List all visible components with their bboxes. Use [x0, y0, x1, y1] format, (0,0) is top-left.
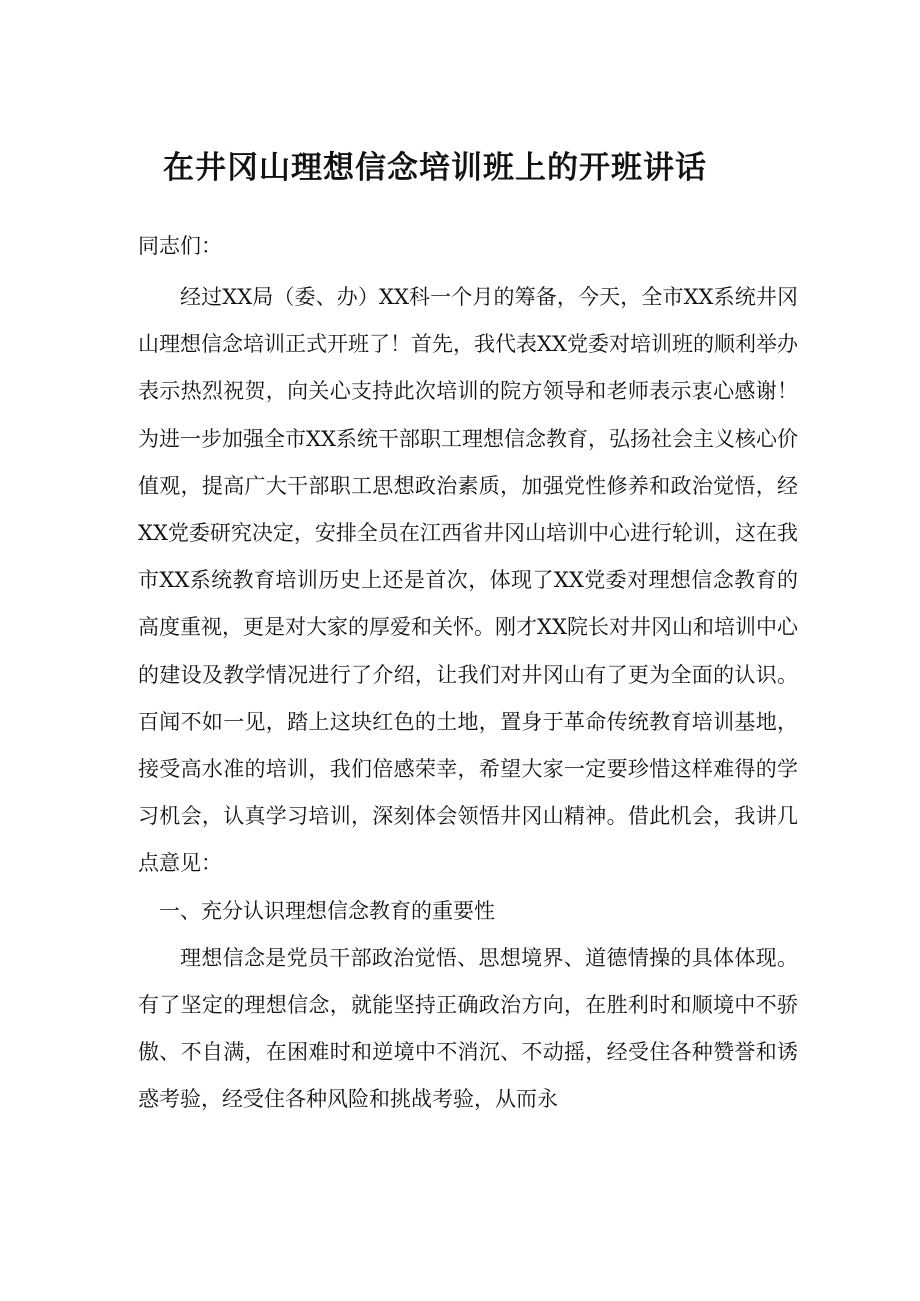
paragraph-ideals: 理想信念是党员干部政治觉悟、思想境界、道德情操的具体体现。有了坚定的理想信念，就能坚持正确政治方向，在胜利时和顺境中不骄傲、不自满，在困难时和逆境中不消沉、不动摇，经受住各种赞誉和诱惑考验，经受住各种风险和挑战考验，从而永 [138, 945, 798, 1112]
document-body [138, 274, 798, 1124]
section-heading-1: 一、充分认识理想信念教育的重要性 [159, 898, 495, 923]
salutation: 同志们： [138, 234, 222, 258]
document-title: 在井冈山理想信念培训班上的开班讲话 [163, 150, 707, 186]
paragraph-opening: 经过XX局（委、办）XX科一个月的筹备，今天，全市XX系统井冈山理想信念培训正式开班了！首先，我代表XX党委对培训班的顺利举办表示热烈祝贺，向关心支持此次培训的院方领导和老师表示衷心感谢！为进一步加强全市XX系统干部职工理想信念教育，弘扬社会主义核心价值观，提高广大干部职工思想政治素质，加强党性修养和政治觉悟，经XX党委研究决定，安排全员在江西省井冈山培训中心进行轮训，这在我市XX系统教育培训历史上还是首次，体现了XX党委对理想信念教育的高度重视，更是对大家的厚爱和关怀。刚才XX院长对井冈山和培训中心的建设及教学情况进行了介绍，让我们对井冈山有了更为全面的认识。百闻不如一见，踏上这块红色的土地，置身于革命传统教育培训基地，接受高水准的培训，我们倍感荣幸，希望大家一定要珍惜这样难得的学习机会，认真学习培训，深刻体会领悟井冈山精神。借此机会，我讲几点意见： [138, 285, 798, 876]
